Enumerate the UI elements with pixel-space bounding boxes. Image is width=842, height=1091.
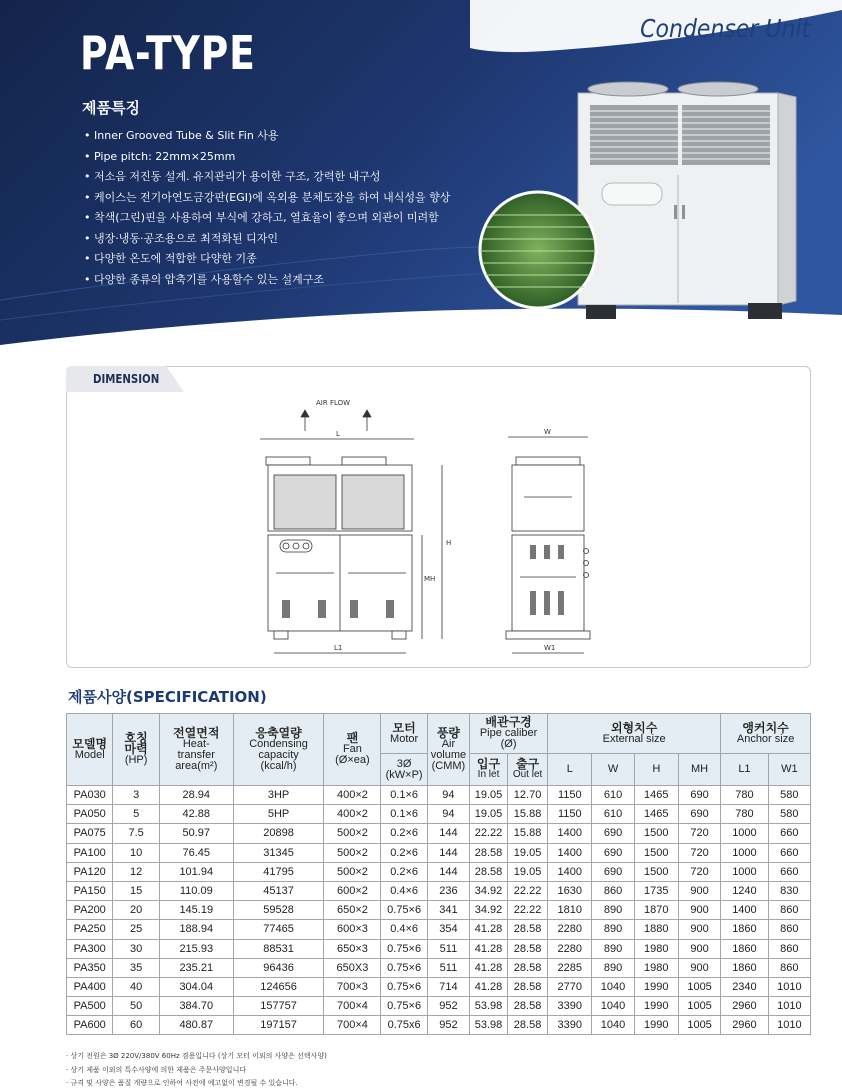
table-cell: 304.04 — [159, 977, 233, 996]
feature-item: • 착색(그린)핀을 사용하여 부식에 강하고, 열효율이 좋으며 외관이 미려함 — [84, 208, 450, 229]
col-inlet-header: 입구 In let — [470, 754, 508, 786]
dim-W1-label: W1 — [544, 644, 556, 652]
table-cell: 28.58 — [508, 920, 548, 939]
table-cell: 15.88 — [508, 824, 548, 843]
table-cell: 1990 — [634, 1016, 678, 1035]
table-cell: 1010 — [768, 1016, 810, 1035]
table-cell: 780 — [721, 786, 768, 805]
table-cell: 19.05 — [470, 786, 508, 805]
table-cell: 900 — [678, 901, 720, 920]
table-row — [67, 881, 811, 900]
table-cell: 235.21 — [159, 958, 233, 977]
product-subtitle: Condenser Unit — [639, 14, 810, 43]
table-row — [67, 843, 811, 862]
table-cell: 1005 — [678, 1016, 720, 1035]
table-cell: 714 — [427, 977, 469, 996]
table-cell: 28.58 — [470, 843, 508, 862]
table-cell: 690 — [678, 786, 720, 805]
table-cell: 34.92 — [470, 901, 508, 920]
table-cell: 1040 — [592, 977, 634, 996]
table-cell: 900 — [678, 881, 720, 900]
product-title: PA-TYPE — [80, 26, 256, 80]
table-cell: 0.2×6 — [381, 862, 427, 881]
table-cell: 28.58 — [508, 939, 548, 958]
table-cell: 500×2 — [324, 862, 381, 881]
table-cell: 1630 — [548, 881, 592, 900]
table-cell: 1010 — [768, 977, 810, 996]
table-cell: 0.75x6 — [381, 1016, 427, 1035]
table-cell: 20 — [113, 901, 159, 920]
table-cell: 19.05 — [508, 843, 548, 862]
table-cell: 28.58 — [508, 977, 548, 996]
table-cell: 1400 — [548, 824, 592, 843]
table-cell: 145.19 — [159, 901, 233, 920]
table-row — [67, 805, 811, 824]
table-cell: 480.87 — [159, 1016, 233, 1035]
table-cell: 96436 — [233, 958, 324, 977]
table-cell: 1400 — [721, 901, 768, 920]
table-cell: 1400 — [548, 862, 592, 881]
table-row — [67, 901, 811, 920]
table-cell: 101.94 — [159, 862, 233, 881]
col-model-header: 모델명 Model — [67, 714, 113, 786]
model-cell: PA600 — [67, 1016, 113, 1035]
table-cell: 600×2 — [324, 881, 381, 900]
table-row — [67, 824, 811, 843]
table-cell: 900 — [678, 920, 720, 939]
table-row — [67, 862, 811, 881]
table-cell: 1005 — [678, 977, 720, 996]
table-cell: 28.58 — [508, 1016, 548, 1035]
spec-note: · 상기 전원은 3Ø 220V/380V 60Hz 겸용입니다 (상기 모터 이외의 사양은 선택사양) — [66, 1052, 327, 1060]
table-cell: 860 — [592, 881, 634, 900]
table-cell: 1150 — [548, 786, 592, 805]
dimension-drawing — [250, 395, 610, 660]
table-cell: 2770 — [548, 977, 592, 996]
model-cell: PA030 — [67, 786, 113, 805]
table-cell: 3390 — [548, 1016, 592, 1035]
table-cell: 53.98 — [470, 1016, 508, 1035]
table-cell: 720 — [678, 843, 720, 862]
col-motor-header: 모터 Motor — [381, 714, 427, 754]
table-cell: 2280 — [548, 920, 592, 939]
table-cell: 110.09 — [159, 881, 233, 900]
table-cell: 197157 — [233, 1016, 324, 1035]
table-cell: 7.5 — [113, 824, 159, 843]
table-cell: 19.05 — [508, 862, 548, 881]
table-row — [67, 1016, 811, 1035]
table-cell: 952 — [427, 997, 469, 1016]
table-cell: 59528 — [233, 901, 324, 920]
col-H-header: H — [634, 754, 678, 786]
col-W-header: W — [592, 754, 634, 786]
table-cell: 0.4×6 — [381, 920, 427, 939]
table-cell: 860 — [768, 901, 810, 920]
table-cell: 0.4×6 — [381, 881, 427, 900]
table-cell: 2285 — [548, 958, 592, 977]
table-cell: 40 — [113, 977, 159, 996]
model-cell: PA120 — [67, 862, 113, 881]
dim-L-label: L — [336, 430, 340, 438]
table-cell: 144 — [427, 862, 469, 881]
table-cell: 41.28 — [470, 977, 508, 996]
table-cell: 600×3 — [324, 920, 381, 939]
table-cell: 1465 — [634, 805, 678, 824]
table-cell: 1860 — [721, 939, 768, 958]
col-outlet-header: 출구 Out let — [508, 754, 548, 786]
table-cell: 690 — [678, 805, 720, 824]
table-cell: 1990 — [634, 997, 678, 1016]
table-cell: 41795 — [233, 862, 324, 881]
spec-note: · 상기 제품 이외의 특수사양에 의한 제품은 주문사양입니다 — [66, 1065, 247, 1074]
table-cell: 2960 — [721, 997, 768, 1016]
table-cell: 3 — [113, 786, 159, 805]
table-row — [67, 997, 811, 1016]
table-cell: 3390 — [548, 997, 592, 1016]
table-cell: 1040 — [592, 997, 634, 1016]
table-cell: 22.22 — [470, 824, 508, 843]
table-cell: 41.28 — [470, 958, 508, 977]
table-cell: 610 — [592, 805, 634, 824]
table-cell: 952 — [427, 1016, 469, 1035]
model-cell: PA300 — [67, 939, 113, 958]
dim-L1-label: L1 — [334, 644, 343, 652]
table-cell: 28.58 — [508, 997, 548, 1016]
table-cell: 1040 — [592, 1016, 634, 1035]
table-cell: 700×3 — [324, 977, 381, 996]
model-cell: PA350 — [67, 958, 113, 977]
table-cell: 28.58 — [508, 958, 548, 977]
table-cell: 660 — [768, 843, 810, 862]
table-cell: 1980 — [634, 958, 678, 977]
table-cell: 50 — [113, 997, 159, 1016]
model-cell: PA075 — [67, 824, 113, 843]
table-cell: 384.70 — [159, 997, 233, 1016]
table-cell: 19.05 — [470, 805, 508, 824]
spec-notes — [66, 1050, 327, 1091]
table-cell: 511 — [427, 939, 469, 958]
table-cell: 28.94 — [159, 786, 233, 805]
feature-item: • 다양한 종류의 압축기를 사용할수 있는 설계구조 — [84, 270, 450, 291]
table-cell: 12 — [113, 862, 159, 881]
air-flow-arrow-icon — [301, 410, 371, 431]
table-cell: 780 — [721, 805, 768, 824]
table-cell: 0.75×6 — [381, 997, 427, 1016]
table-cell: 94 — [427, 786, 469, 805]
table-cell: 35 — [113, 958, 159, 977]
table-cell: 0.75×6 — [381, 958, 427, 977]
table-cell: 890 — [592, 920, 634, 939]
table-cell: 5 — [113, 805, 159, 824]
model-cell: PA150 — [67, 881, 113, 900]
table-cell: 720 — [678, 824, 720, 843]
table-cell: 1465 — [634, 786, 678, 805]
col-pipe-header: 배관구경 Pipe caliber (Ø) — [470, 714, 548, 754]
col-anchor-header: 앵커치수 Anchor size — [721, 714, 811, 754]
table-cell: 42.88 — [159, 805, 233, 824]
table-cell: 1880 — [634, 920, 678, 939]
table-cell: 2280 — [548, 939, 592, 958]
table-cell: 1990 — [634, 977, 678, 996]
table-cell: 1860 — [721, 958, 768, 977]
table-cell: 341 — [427, 901, 469, 920]
table-cell: 77465 — [233, 920, 324, 939]
table-cell: 41.28 — [470, 920, 508, 939]
table-cell: 690 — [592, 824, 634, 843]
condenser-unit-photo — [478, 75, 818, 325]
table-cell: 890 — [592, 939, 634, 958]
col-MH-header: MH — [678, 754, 720, 786]
model-cell: PA100 — [67, 843, 113, 862]
col-fan-header: 팬 Fan (Ø×ea) — [324, 714, 381, 786]
table-row — [67, 920, 811, 939]
col-external-header: 외형치수 External size — [548, 714, 721, 754]
dim-W-label: W — [544, 428, 551, 436]
table-cell: 400×2 — [324, 786, 381, 805]
table-cell: 1000 — [721, 843, 768, 862]
features-heading: 제품특징 — [82, 99, 140, 117]
table-cell: 890 — [592, 901, 634, 920]
model-cell: PA200 — [67, 901, 113, 920]
table-cell: 157757 — [233, 997, 324, 1016]
table-cell: 1005 — [678, 997, 720, 1016]
table-cell: 2960 — [721, 1016, 768, 1035]
table-cell: 50.97 — [159, 824, 233, 843]
table-cell: 660 — [768, 824, 810, 843]
table-cell: 1980 — [634, 939, 678, 958]
feature-item: • 다양한 온도에 적합한 다양한 기종 — [84, 249, 450, 270]
feature-item: • 저소음 저진동 설계. 유지관리가 용이한 구조, 강력한 내구성 — [84, 167, 450, 188]
table-row — [67, 939, 811, 958]
table-cell: 1810 — [548, 901, 592, 920]
table-cell: 860 — [768, 939, 810, 958]
table-cell: 236 — [427, 881, 469, 900]
table-cell: 144 — [427, 824, 469, 843]
model-cell: PA250 — [67, 920, 113, 939]
dim-MH-label: MH — [424, 575, 436, 583]
table-cell: 1500 — [634, 843, 678, 862]
table-cell: 890 — [592, 958, 634, 977]
feature-item: • 냉장·냉동·공조용으로 최적화된 디자인 — [84, 229, 450, 250]
table-cell: 10 — [113, 843, 159, 862]
table-cell: 20898 — [233, 824, 324, 843]
table-cell: 354 — [427, 920, 469, 939]
col-motor-sub-header: 3Ø (kW×P) — [381, 754, 427, 786]
table-cell: 0.2×6 — [381, 843, 427, 862]
table-cell: 650×3 — [324, 939, 381, 958]
feature-item: • Pipe pitch: 22mm×25mm — [84, 147, 450, 168]
table-cell: 34.92 — [470, 881, 508, 900]
col-W1-header: W1 — [768, 754, 810, 786]
features-list — [84, 126, 450, 290]
table-cell: 1150 — [548, 805, 592, 824]
spec-note: · 규격 및 사양은 품질 개량으로 인하여 사전에 예고없이 변경될 수 있습니다. — [66, 1079, 298, 1087]
table-cell: 900 — [678, 958, 720, 977]
table-cell: 700×4 — [324, 1016, 381, 1035]
hero-banner — [0, 0, 842, 345]
table-cell: 22.22 — [508, 881, 548, 900]
table-cell: 41.28 — [470, 939, 508, 958]
table-row — [67, 977, 811, 996]
model-cell: PA400 — [67, 977, 113, 996]
table-cell: 830 — [768, 881, 810, 900]
table-cell: 1240 — [721, 881, 768, 900]
table-cell: 5HP — [233, 805, 324, 824]
table-cell: 580 — [768, 786, 810, 805]
table-cell: 22.22 — [508, 901, 548, 920]
table-cell: 1500 — [634, 862, 678, 881]
model-cell: PA500 — [67, 997, 113, 1016]
col-L1-header: L1 — [721, 754, 768, 786]
table-cell: 30 — [113, 939, 159, 958]
table-cell: 400×2 — [324, 805, 381, 824]
table-cell: 690 — [592, 843, 634, 862]
table-cell: 700×4 — [324, 997, 381, 1016]
spec-table — [66, 713, 811, 1035]
table-cell: 1735 — [634, 881, 678, 900]
table-cell: 650×2 — [324, 901, 381, 920]
dimension-label: DIMENSION — [93, 372, 160, 386]
table-cell: 511 — [427, 958, 469, 977]
spec-table-body — [67, 786, 811, 1035]
table-cell: 720 — [678, 862, 720, 881]
table-cell: 12.70 — [508, 786, 548, 805]
table-row — [67, 786, 811, 805]
table-cell: 25 — [113, 920, 159, 939]
col-area-header: 전열면적 Heat- transfer area(m²) — [159, 714, 233, 786]
model-cell: PA050 — [67, 805, 113, 824]
spec-heading: 제품사양(SPECIFICATION) — [68, 688, 267, 706]
table-cell: 76.45 — [159, 843, 233, 862]
table-cell: 500×2 — [324, 824, 381, 843]
table-cell: 900 — [678, 939, 720, 958]
table-cell: 0.2×6 — [381, 824, 427, 843]
table-cell: 144 — [427, 843, 469, 862]
table-cell: 124656 — [233, 977, 324, 996]
table-cell: 0.75×6 — [381, 939, 427, 958]
table-cell: 28.58 — [470, 862, 508, 881]
table-cell: 45137 — [233, 881, 324, 900]
table-cell: 690 — [592, 862, 634, 881]
table-cell: 15 — [113, 881, 159, 900]
table-row — [67, 958, 811, 977]
air-flow-label: AIR FLOW — [316, 399, 351, 407]
table-cell: 860 — [768, 920, 810, 939]
table-cell: 60 — [113, 1016, 159, 1035]
feature-item: • Inner Grooved Tube & Slit Fin 사용 — [84, 126, 450, 147]
col-hp-header: 호칭 마력 (HP) — [113, 714, 159, 786]
table-cell: 1870 — [634, 901, 678, 920]
table-cell: 660 — [768, 862, 810, 881]
col-capacity-header: 응축열량 Condensing capacity (kcal/h) — [233, 714, 324, 786]
table-cell: 1860 — [721, 920, 768, 939]
table-cell: 0.1×6 — [381, 786, 427, 805]
table-cell: 650X3 — [324, 958, 381, 977]
table-cell: 53.98 — [470, 997, 508, 1016]
table-cell: 580 — [768, 805, 810, 824]
table-cell: 0.75×6 — [381, 901, 427, 920]
table-cell: 0.1×6 — [381, 805, 427, 824]
table-cell: 1000 — [721, 862, 768, 881]
table-cell: 88531 — [233, 939, 324, 958]
feature-item: • 케이스는 전기아연도금강판(EGI)에 옥외용 분체도장을 하여 내식성을 향상 — [84, 188, 450, 209]
table-cell: 1500 — [634, 824, 678, 843]
col-L-header: L — [548, 754, 592, 786]
table-cell: 3HP — [233, 786, 324, 805]
table-cell: 15.88 — [508, 805, 548, 824]
table-cell: 2340 — [721, 977, 768, 996]
table-cell: 31345 — [233, 843, 324, 862]
table-cell: 1010 — [768, 997, 810, 1016]
table-cell: 500×2 — [324, 843, 381, 862]
table-cell: 0.75×6 — [381, 977, 427, 996]
table-cell: 860 — [768, 958, 810, 977]
dim-H-label: H — [446, 539, 452, 547]
table-cell: 1000 — [721, 824, 768, 843]
table-cell: 188.94 — [159, 920, 233, 939]
table-cell: 1400 — [548, 843, 592, 862]
table-cell: 94 — [427, 805, 469, 824]
table-cell: 215.93 — [159, 939, 233, 958]
col-air-header: 풍량 Air volume (CMM) — [427, 714, 469, 786]
table-cell: 610 — [592, 786, 634, 805]
